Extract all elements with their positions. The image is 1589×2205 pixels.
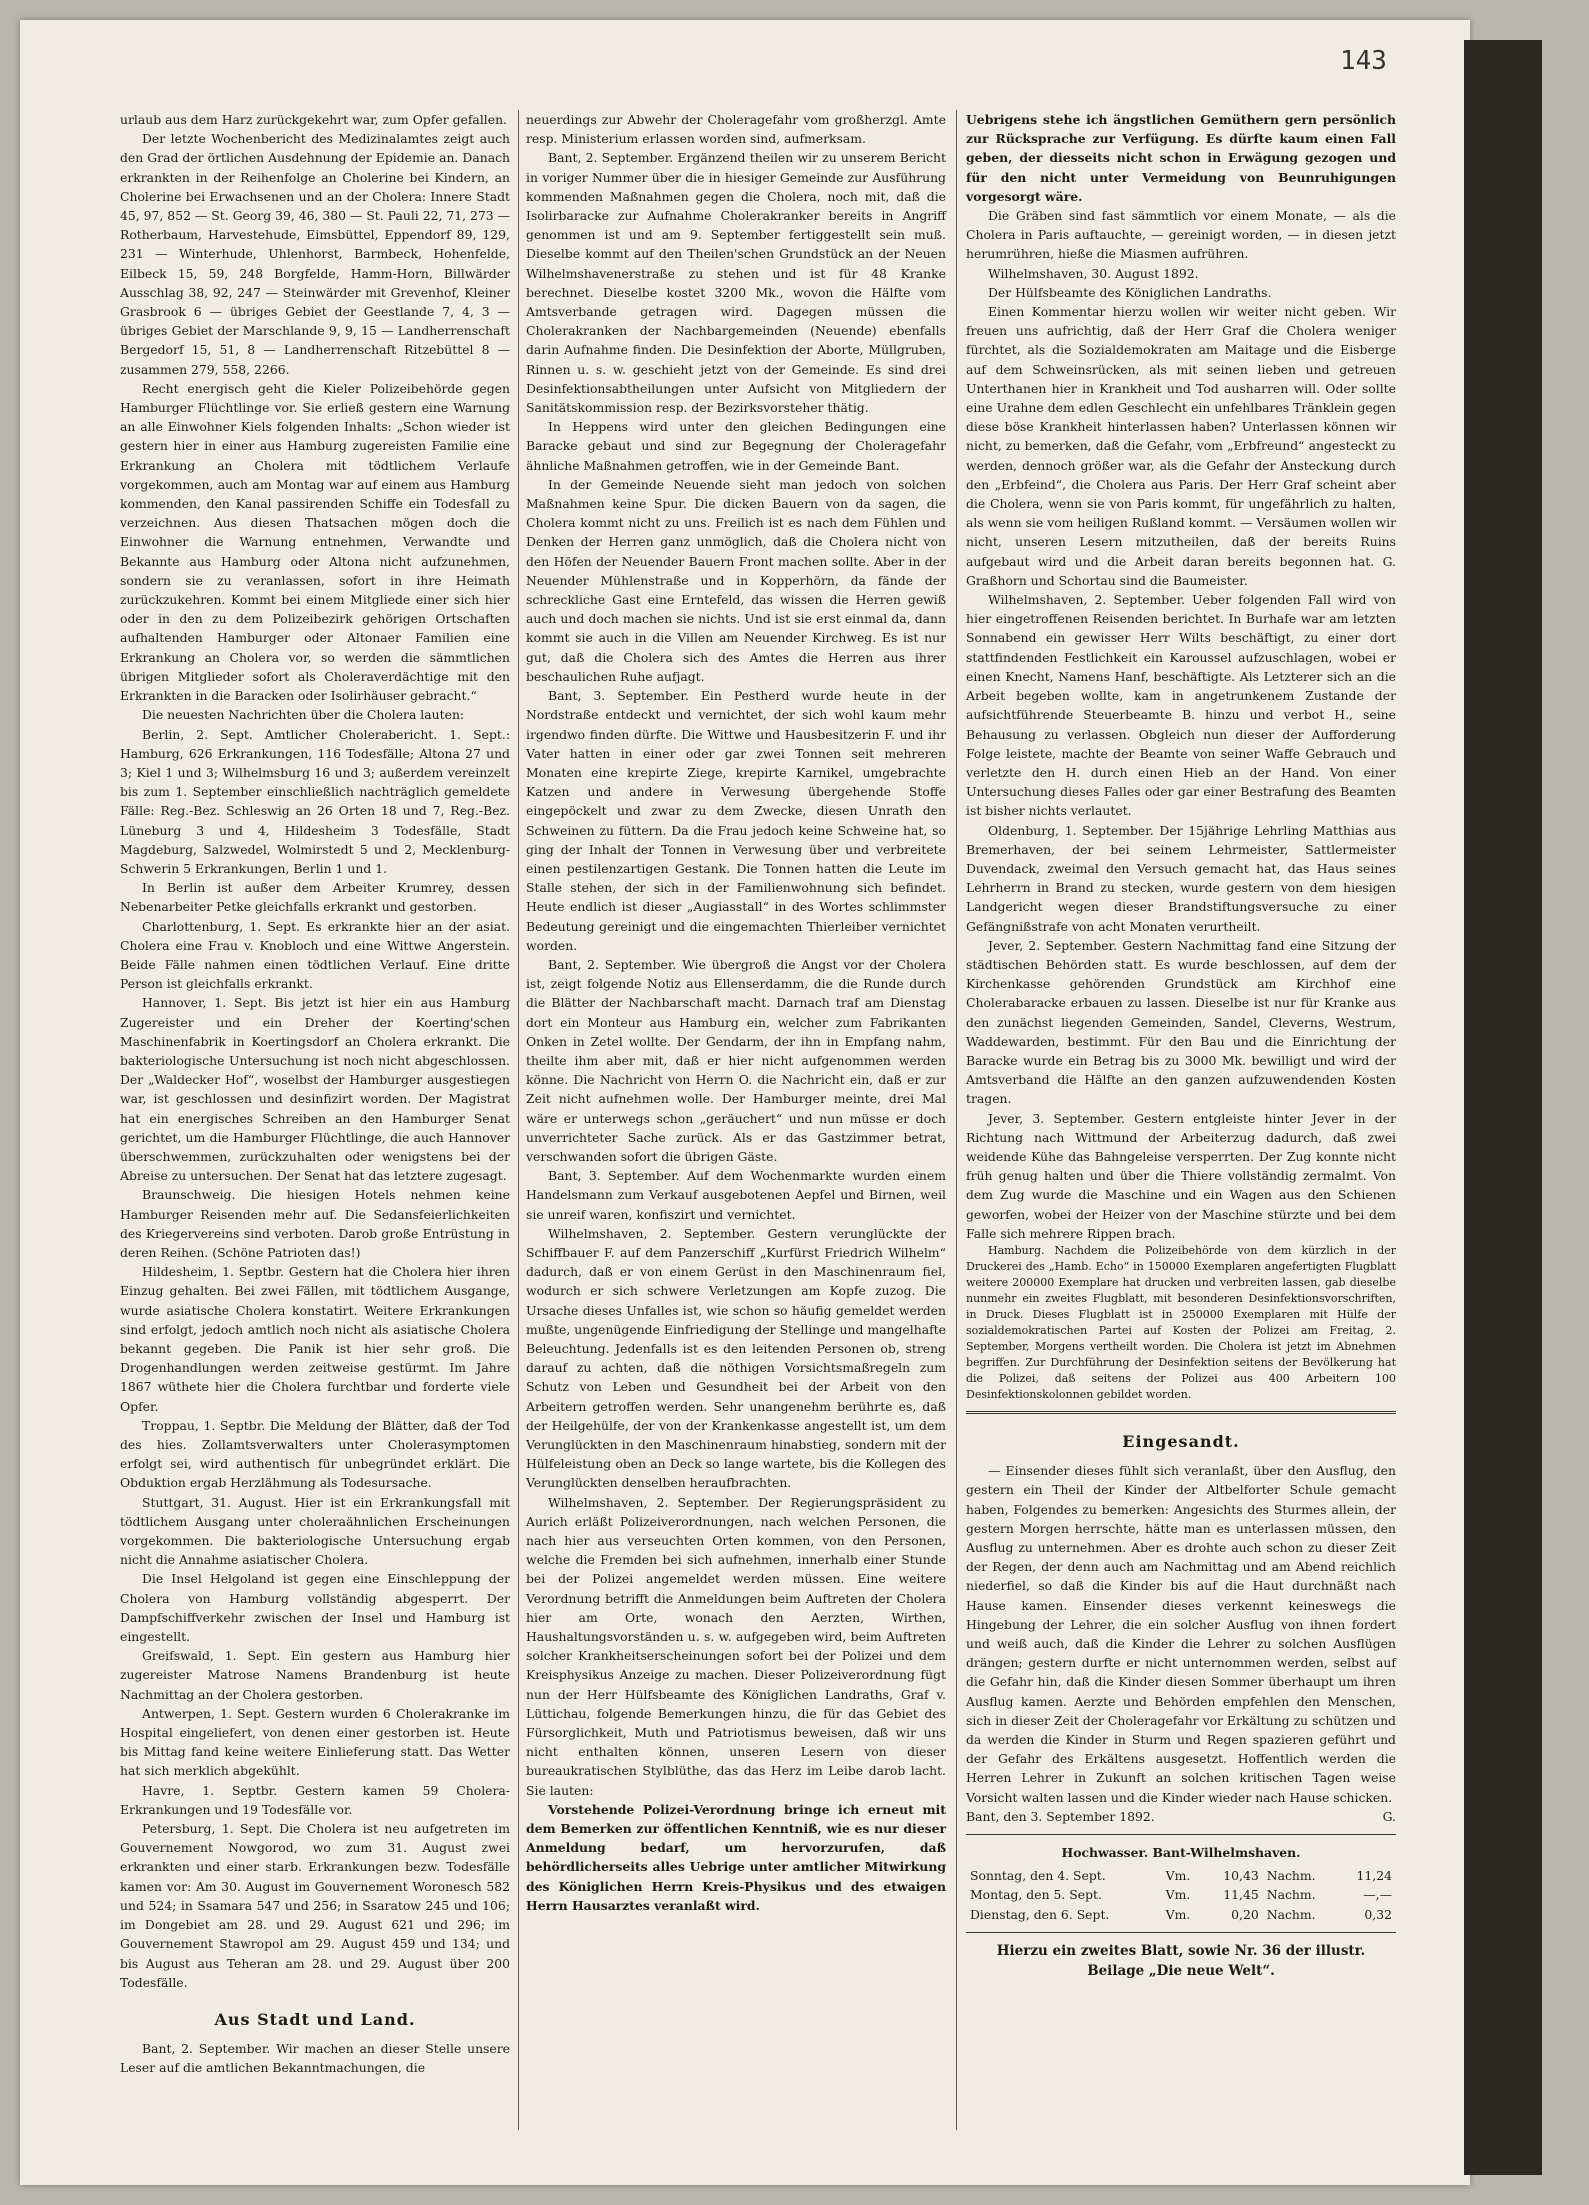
tide-nm-label: Nachm. <box>1266 1868 1316 1884</box>
signature-line: Der Hülfsbeamte des Königlichen Landraths. <box>988 284 1272 300</box>
article-paragraph: Antwerpen, 1. Sept. Gestern wurden 6 Cholerakranke im Hospital eingeliefert, von denen einer gestorben ist. Heute bis Mittag fand keine weitere Einlieferung statt. Das Wetter hat sich merklich abgekühlt. <box>120 1705 510 1779</box>
article-paragraph: Bant, 2. September. Ergänzend theilen wir zu unserem Bericht in voriger Nummer über die in hiesiger Gemeinde zur Ausführung kommenden Maßnahmen gegen die Cholera, noch mit, daß die Isolirbaracke zur Aufnahme Cholerakranker bereits in Angriff genommen ist und am 9. September fertiggestellt sein muß. Dieselbe kommt auf den Theilen'schen Grundstück an der Neuen Wilhelmshavenerstraße zu stehen und ist für 48 Kranke berechnet. Dieselbe kostet 3200 Mk., wovon die Hälfte vom Amtsverbande getragen wird. Dagegen müssen die Cholerakranken der Nachbargemeinden (Neuende) ebenfalls darin Aufnahme finden. Die Desinfektion der Aborte, Müllgruben, Rinnen u. s. w. geschieht jetzt von der Gemeinde. Es sind drei Desinfektionsabtheilungen unter Aufsicht von Mitgliedern der Sanitätskommission resp. der Bezirksvorsteher thätig. <box>526 150 946 416</box>
supplement-notice: Hierzu ein zweites Blatt, sowie Nr. 36 der illustr. Beilage „Die neue Welt“. <box>996 1942 1366 1979</box>
tide-table-title: Hochwasser. Bant-Wilhelmshaven. <box>1061 1845 1301 1861</box>
table-row <box>966 1866 1396 1885</box>
article-paragraph: Jever, 3. September. Gestern entgleiste hinter Jever in der Richtung nach Wittmund der Arbeiterzug dadurch, daß zwei weidende Kühe das Bahngeleise versperrten. Der Zug konnte nicht früh genug halten und über die Thiere vollständig zermalmt. Von dem Zug wurde die Maschine und ein Wagen aus den Schienen geworfen, wobei der Heizer von der Maschine stürzte und bei dem Falle sich mehrere Rippen brach. <box>966 1110 1396 1241</box>
page-number: 143 <box>1340 46 1387 76</box>
divider <box>966 1834 1396 1835</box>
article-paragraph: Die neuesten Nachrichten über die Cholera lauten: <box>142 707 465 723</box>
tide-table <box>966 1866 1396 1924</box>
article-paragraph: Wilhelmshaven, 2. September. Gestern verunglückte der Schiffbauer F. auf dem Panzerschiff „Kurfürst Friedrich Wilhelm“ dadurch, daß er von einem Gerüst in den Maschinenraum fiel, wodurch er sich schwere Verletzungen am Kopfe zuzog. Die Ursache dieses Unfalles ist, wie schon so häufig gemeldet werden mußte, ungenügende Einfriedigung der Stellinge und mangelhafte Beleuchtung. Jedenfalls ist es den leitenden Personen ob, streng darauf zu achten, daß die nöthigen Vorsichtsmaßregeln zum Schutz von Leben und Gesundheit bei der Arbeit von den Arbeitern getroffen werden. Sehr unangenehm berührte es, daß der Heilgehülfe, der von der Krankenkasse angestellt ist, um dem Verunglückten in den Maschinenraum hinabstieg, sondern mit der Hülfeleistung oben an Deck so lange wartete, bis die Kollegen des Verunglückten denselben heraufbrachten. <box>526 1225 946 1491</box>
article-paragraph: Bant, 2. September. Wie übergroß die Angst vor der Cholera ist, zeigt folgende Notiz aus Ellenserdamm, die die Runde durch die Blätter der Nachbarschaft macht. Darnach traf am Dienstag dort ein Monteur aus Hamburg ein, welcher zum Fabrikanten Onken in Zetel wollte. Der Gendarm, der ihn in Empfang nahm, theilte ihm aber mit, daß er hier nicht aufgenommen werden könne. Die Nachricht von Herrn O. die Nachricht ein, daß er zur Zeit nicht aufnehmen wolle. Der Hamburger meinte, drei Mal wäre er unterwegs schon „geräuchert“ und nun müsse er doch unverrichteter Sache zurück. Als er das Gastzimmer betrat, verschwanden sofort die übrigen Gäste. <box>526 956 946 1164</box>
book-binding <box>1464 40 1542 2175</box>
article-paragraph: In der Gemeinde Neuende sieht man jedoch von solchen Maßnahmen keine Spur. Die dicken Bauern von da sagen, die Cholera kommt nicht zu uns. Freilich ist es nach dem Fühlen und Denken der Herren ganz unmöglich, daß die Cholera nicht von den Höfen der Neuender Bauern Front machen sollte. Aber in der Neuender Mühlenstraße und in Kopperhörn, da fände der schreckliche Gast eine Erntefeld, das wissen die Herren gewiß auch und doch machen sie nichts. Und ist sie erst einmal da, dann kommt sie auch in die Villen am Neuender Kirchweg. Es ist nur gut, daß die Cholera sich des Amtes die Herren aus ihrer beschaulichen Ruhe aufjagt. <box>526 476 946 684</box>
article-paragraph: urlaub aus dem Harz zurückgekehrt war, zum Opfer gefallen. <box>120 112 508 127</box>
article-paragraph: Oldenburg, 1. September. Der 15jährige Lehrling Matthias aus Bremerhaven, der bei seinem Lehrmeister, Sattlermeister Duvendack, zweimal den Versuch gemacht hat, das Haus seines Lehrherrn in Brand zu stecken, wurde gestern von dem hiesigen Landgericht wegen dieser Brandstiftungsversuche zu einer Gefängnißstrafe von acht Monaten verurtheilt. <box>966 822 1396 934</box>
divider <box>966 1932 1396 1933</box>
tide-day: Montag, den 5. Sept. <box>970 1887 1102 1903</box>
article-paragraph: Jever, 2. September. Gestern Nachmittag fand eine Sitzung der städtischen Behörden statt. Es wurde beschlossen, auf dem der Kirchenkasse gehörenden Grundstück am Kirchhof eine Cholerabaracke erbauen zu lassen. Dieselbe ist nur für Kranke aus den zunächst liegenden Gemeinden, Sandel, Cleverns, Westrum, Waddewarden, bestimmt. Für den Bau und die Einrichtung der Baracke wurde ein Betrag bis zu 3000 Mk. bewilligt und wird der Amtsverband die Hälfte an den ganzen aufzuwendenden Kosten tragen. <box>966 937 1396 1107</box>
column-2 <box>526 110 946 1915</box>
tide-nm: 11,24 <box>1356 1868 1392 1884</box>
section-heading: Aus Stadt und Land. <box>214 2009 416 2029</box>
dateline: Wilhelmshaven, 30. August 1892. <box>988 265 1199 281</box>
tide-nm: —,— <box>1363 1887 1392 1903</box>
tide-vm-label: Vm. <box>1165 1887 1191 1903</box>
article-paragraph: Die Insel Helgoland ist gegen eine Einschleppung der Cholera von Hamburg vollständig abgesperrt. Der Dampfschiffverkehr zwischen der Insel und Hamburg ist eingestellt. <box>120 1571 510 1645</box>
article-paragraph: Hannover, 1. Sept. Bis jetzt ist hier ein aus Hamburg Zugereister und ein Dreher der Koerting'schen Maschinenfabrik in Koertingsdorf an Cholera erkrankt. Die bakteriologische Untersuchung ist noch nicht abgeschlossen. Der „Waldecker Hof“, woselbst der Hamburger ausgestiegen war, ist geschlossen und desinfizirt worden. Der Magistrat hat ein energisches Schreiben an den Hamburger Senat gerichtet, um die Hamburger Flüchtlinge, die auch Hannover überschwemmen, zurückzuhalten oder wenigstens bei der Abreise zu untersuchen. Der Senat hat das letztere zugesagt. <box>120 995 510 1184</box>
table-row <box>966 1905 1396 1924</box>
article-paragraph: Bant, 2. September. Wir machen an dieser Stelle unsere Leser auf die amtlichen Bekanntmachungen, die <box>120 2041 510 2076</box>
article-paragraph: Der letzte Wochenbericht des Medizinalamtes zeigt auch den Grad der örtlichen Ausdehnung der Epidemie an. Danach erkrankten in der Reihenfolge an Cholerine bei Kindern, an Cholerine bei Erwachsenen und an der Cholera: Innere Stadt 45, 97, 852 — St. Georg 39, 46, 380 — St. Pauli 22, 71, 273 — Rotherbaum, Harvestehude, Eimsbüttel, Eppendorf 89, 129, 231 — Winterhude, Uhlenhorst, Barmbeck, Hohenfelde, Eilbeck 15, 59, 248 Borgfelde, Hamm-Horn, Billwärder Ausschlag 38, 92, 247 — Steinwärder mit Grevenhof, Kleiner Grasbrook 6 — übriges Gebiet der Geestlande 7, 4, 3 — übriges Gebiet der Marschlande 9, 9, 15 — Landherrenschaft Bergedorf 15, 51, 8 — Landherrenschaft Ritzebüttel 8 — zusammen 279, 558, 2266. <box>120 131 510 377</box>
signature-place-date: Bant, den 3. September 1892. <box>966 1808 1155 1824</box>
column-3 <box>966 110 1396 1981</box>
article-paragraph: neuerdings zur Abwehr der Choleragefahr vom großherzgl. Amte resp. Ministerium erlassen worden sind, aufmerksam. <box>526 112 946 147</box>
article-paragraph: Recht energisch geht die Kieler Polizeibehörde gegen Hamburger Flüchtlinge vor. Sie erließ gestern eine Warnung an alle Einwohner Kiels folgenden Inhalts: „Schon wieder ist gestern hier in einer aus Hamburg zugereisten Familie eine Erkrankung an Cholera mit tödtlichem Verlaufe vorgekommen, auch am Montag war auf einem aus Hamburg kommenden, den Kanal passirenden Schiffe ein Todesfall zu verzeichnen. Aus diesen Thatsachen mögen doch die Einwohner die Warnung entnehmen, Verwandte und Bekannte aus Hamburg oder Altona nicht aufzunehmen, sondern sie zu veranlassen, sofort in ihre Heimath zurückzukehren. Kommt bei einem Mitgliede einer sich hier oder in den zu dem Polizeibezirk gehörigen Ortschaften aufhaltenden Hamburger oder Altonaer Familien eine Erkrankung an Cholera vor, so werden die sämmtlichen übrigen Mitglieder sofort als Choleraverdächtige mit den Erkrankten in die Baracken oder Isolirhäuser gebracht.“ <box>120 380 510 704</box>
article-paragraph: Troppau, 1. Septbr. Die Meldung der Blätter, daß der Tod des hies. Zollamtsverwalters unter Cholerasymptomen erfolgt sei, wird authentisch für unbegründet erklärt. Die Obduktion ergab Herzlähmung als Todesursache. <box>120 1417 510 1491</box>
article-paragraph: Stuttgart, 31. August. Hier ist ein Erkrankungsfall mit tödtlichem Ausgang unter choleraähnlichen Erscheinungen vorgekommen. Die bakteriologische Untersuchung ergab nicht die Annahme asiatischer Cholera. <box>120 1494 510 1568</box>
tide-nm: 0,32 <box>1364 1906 1392 1922</box>
tide-day: Dienstag, den 6. Sept. <box>970 1906 1110 1922</box>
article-paragraph: — Einsender dieses fühlt sich veranlaßt, über den Ausflug, den gestern ein Theil der Kinder der Altbelforter Schule gemacht haben, Folgendes zu bemerken: Angesichts des Sturmes allein, der gestern Morgen herrschte, hätte man es unterlassen müssen, den Ausflug zu unternehmen. Aber es drohte auch schon zu dieser Zeit der Regen, der denn auch am Nachmittag und am Abend reichlich niederfiel, so daß die Kinder bis auf die Haut durchnäßt nach Hause kamen. Einsender dieses verkennt keineswegs die Hingebung der Lehrer, die ein solcher Ausflug von ihnen fordert und weiß auch, daß die Kinder die Lehrer zu solchen Ausflügen drängen; gestern durfte er nicht unternommen werden, selbst auf die Gefahr hin, daß die Kinder diesen Sommer überhaupt um ihren Ausflug kamen. Aerzte und Behörden empfehlen den Menschen, sich in dieser Zeit der Choleragefahr vor Erkältung zu schützen und da werden die Kinder in Sturm und Regen spazieren geführt und der Gefahr des Erkältens ausgesetzt. Hoffentlich werden die Herren Lehrer in Zukunft an solchen kritischen Tagen weise Vorsicht walten lassen und die Kinder wieder nach Hause schicken. <box>966 1463 1396 1805</box>
article-paragraph: Wilhelmshaven, 2. September. Ueber folgenden Fall wird von hier eingetroffenen Reisenden berichtet. In Burhafe war am letzten Sonnabend ein gewisser Herr Wilts beschäftigt, zu einer dort stattfindenden Festlichkeit ein Karoussel aufzuschlagen, wobei er einen Knecht, Namens Hanf, beschäftigte. Als Letzterer sich an die Arbeit begeben wollte, kam in angetrunkenem Zustande der aufsichtführende Steuerbeamte B. hinzu und verbot H., seine Behausung zu verlassen. Obgleich nun dieser der Aufforderung Folge leistete, machte der Beamte von seiner Waffe Gebrauch und verletzte den H. durch einen Hieb an der Hand. Von einer Untersuchung dieses Falles oder gar einer Bestrafung des Beamten ist bisher nichts verlautet. <box>966 592 1396 819</box>
table-row <box>966 1885 1396 1904</box>
column-1 <box>120 110 510 2078</box>
quoted-ordinance: Vorstehende Polizei-Verordnung bringe ich erneut mit dem Bemerken zur öffentlichen Kenntniß, wie es nur dieser Anmeldung bedarf, um hervorzurufen, daß behördlicherseits alles Uebrige unter amtlicher Mitwirkung des Königlichen Herrn Kreis-Physikus und des etwaigen Herrn Hausarztes veranlaßt wird. <box>526 1801 946 1913</box>
divider <box>966 1411 1396 1414</box>
article-paragraph: Die Gräben sind fast sämmtlich vor einem Monate, — als die Cholera in Paris auftauchte, — gereinigt worden, — in diesen jetzt herumrühren, hieße die Miasmen aufrühren. <box>966 208 1396 262</box>
tide-vm: 11,45 <box>1223 1887 1259 1903</box>
small-print-notice: Hamburg. Nachdem die Polizeibehörde von dem kürzlich in der Druckerei des „Hamb. Echo“ in 150000 Exemplaren angefertigten Flugblatt weitere 200000 Exemplare hat drucken und verbreiten lassen, gab dieselbe nunmehr ein zweites Flugblatt, mit besonderen Desinfektionsvorschriften, in Druck. Dieses Flugblatt ist in 250000 Exemplaren mit Hülfe der sozialdemokratischen Partei auf Kosten der Polizei am Freitag, 2. September, Morgens vertheilt worden. Die Cholera ist jetzt im Abnehmen begriffen. Zur Durchführung der Desinfektion seitens der Bevölkerung hat die Polizei, daß seitens der Polizei aus 400 Arbeitern 100 Desinfektionskolonnen gebildet worden. <box>966 1243 1396 1401</box>
section-heading: Eingesandt. <box>1122 1431 1240 1451</box>
article-paragraph: Petersburg, 1. Sept. Die Cholera ist neu aufgetreten im Gouvernement Nowgorod, wo zum 31. August zwei erkrankten und einer starb. Erkrankungen bezw. Todesfälle kamen vor: Am 30. August im Gouvernement Woronesch 582 und 524; in Ssamara 547 und 256; in Ssaratow 245 und 106; im Dongebiet am 28. und 29. August 621 und 296; im Gouvernement Stawropol am 29. August 459 und 134; und bis August aus Teheran am 28. und 29. August über 200 Todesfälle. <box>120 1821 510 1990</box>
article-paragraph: Havre, 1. Septbr. Gestern kamen 59 Cholera-Erkrankungen und 19 Todesfälle vor. <box>120 1782 510 1817</box>
article-paragraph: In Heppens wird unter den gleichen Bedingungen eine Baracke gebaut und sind zur Begegnung der Choleragefahr ähnliche Maßnahmen getroffen, wie in der Gemeinde Bant. <box>526 419 946 473</box>
article-paragraph: Bant, 3. September. Ein Pestherd wurde heute in der Nordstraße entdeckt und vernichtet, der sich wohl kaum mehr irgendwo finden dürfte. Die Wittwe und Hausbesitzerin F. und ihr Vater hatten in einer oder gar zwei Tonnen seit mehreren Monaten eine krepirte Ziege, krepirte Karnikel, umgebrachte Katzen und andere in Verwesung übergehende Stoffe eingepöckelt und zwar zu dem Zwecke, diesen Unrath den Schweinen zu füttern. Da die Frau jedoch keine Schweine hat, so ging der Inhalt der Tonnen in Verwesung über und verbreitete einen pestilenzartigen Gestank. Die Tonnen hatten die Leute im Stalle stehen, der sich in der Familienwohnung sich befindet. Heute endlich ist dieser „Augiasstall“ in des Wortes schlimmster Bedeutung gereinigt und die eingemachten Thierleiber vernichtet worden. <box>526 688 946 953</box>
letter-signature <box>966 1807 1396 1826</box>
article-paragraph: Bant, 3. September. Auf dem Wochenmarkte wurden einem Handelsmann zum Verkauf ausgebotenen Aepfel und Birnen, weil sie unreif waren, konfiszirt und vernichtet. <box>526 1168 946 1222</box>
column-rule-2 <box>956 110 957 2130</box>
article-paragraph: Greifswald, 1. Sept. Ein gestern aus Hamburg hier zugereister Matrose Namens Brandenburg ist heute Nachmittag an der Cholera gestorben. <box>120 1648 510 1702</box>
quoted-ordinance: Uebrigens stehe ich ängstlichen Gemüthern gern persönlich zur Rücksprache zur Verfügung. Es dürfte kaum einen Fall geben, der diesseits nicht schon in Erwägung gezogen und für den nicht unter Vermeidung von Beunruhigungen vorgesorgt wäre. <box>966 112 1396 204</box>
tide-vm: 0,20 <box>1231 1906 1259 1922</box>
tide-nm-label: Nachm. <box>1266 1887 1316 1903</box>
tide-vm: 10,43 <box>1223 1868 1259 1884</box>
article-paragraph: Hildesheim, 1. Septbr. Gestern hat die Cholera hier ihren Einzug gehalten. Bei zwei Fällen, mit tödtlichem Ausgange, wurde asiatische Cholera konstatirt. Weitere Erkrankungen sind erfolgt, jedoch amtlich noch nicht als asiatische Cholera bekannt gegeben. Die Panik ist hier sehr groß. Die Drogenhandlungen werden zeitweise gestürmt. Im Jahre 1867 wüthete hier die Cholera furchtbar und forderte viele Opfer. <box>120 1264 510 1414</box>
tide-vm-label: Vm. <box>1165 1868 1191 1884</box>
article-paragraph: Wilhelmshaven, 2. September. Der Regierungspräsident zu Aurich erläßt Polizeiverordnungen, nach welchen Personen, die nach hier aus verseuchten Orten kommen, von den Personen, welche die Fremden bei sich aufnehmen, innerhalb einer Stunde bei der Polizei angemeldet werden müssen. Eine weitere Verordnung betrifft die Anmeldungen beim Auftreten der Cholera hier am Orte, wonach den Aerzten, Wirthen, Haushaltungsvorständen u. s. w. aufgegeben wird, beim Auftreten solcher Krankheitserscheinungen sofort bei der Polizei und dem Kreisphysikus Anzeige zu machen. Dieser Polizeiverordnung fügt nun der Herr Hülfsbeamte des Königlichen Landraths, Graf v. Lüttichau, folgende Bemerkungen hinzu, die für das Gebiet des Fürsorglichkeit, Muth und Patriotismus beweisen, daß wir uns nicht enthalten können, unseren Lesern von dieser bureaukratischen Stylblüthe, das das Herz im Leibe darob lacht. Sie lauten: <box>526 1494 946 1798</box>
article-paragraph: In Berlin ist außer dem Arbeiter Krumrey, dessen Nebenarbeiter Petke gleichfalls erkrankt und gestorben. <box>120 880 510 915</box>
article-paragraph: Berlin, 2. Sept. Amtlicher Cholerabericht. 1. Sept.: Hamburg, 626 Erkrankungen, 116 Todesfälle; Altona 27 und 3; Kiel 1 und 3; Wilhelmsburg 16 und 3; außerdem vereinzelt bis zum 1. September einschließlich nachträglich gemeldete Fälle: Reg.-Bez. Schleswig an 26 Orten 18 und 7, Reg.-Bez. Lüneburg 3 und 4, Hildesheim 3 Todesfälle, Stadt Magdeburg, Salzwedel, Wolmirstedt 5 und 2, Mecklenburg-Schwerin 5 Erkrankungen, Berlin 1 und 1. <box>120 726 510 876</box>
tide-nm-label: Nachm. <box>1266 1906 1316 1922</box>
column-rule-1 <box>518 110 519 2130</box>
article-paragraph: Einen Kommentar hierzu wollen wir weiter nicht geben. Wir freuen uns aufrichtig, daß der Herr Graf die Cholera weniger fürchtet, als die Sozialdemokraten am Maitage und die Eisberge auf dem Schweinsrücken, als mit seinen lieben und getreuen Unterthanen hier in Krankheit und Tod ausharren will. Oder sollte eine Urahne dem edlen Geschlecht ein unfehlbares Tränklein gegen diese böse Krankheit hinterlassen haben? Unterlassen können wir nicht, zu bemerken, daß die Gefahr, vom „Erbfreund“ angesteckt zu werden, dennoch größer war, als die Gefahr der Ansteckung durch den „Erbfeind“, die Cholera aus Paris. Der Herr Graf scheint aber die Cholera, wenn sie von Paris kommt, für ungefährlich zu halten, als wenn sie vom heiligen Rußland kommt. — Versäumen wollen wir nicht, unseren Lesern mitzutheilen, daß der bereits Ruins aufgebaut wird und die Arbeit daran bereits begonnen hat. G. Graßhorn und Schortau sind die Baumeister. <box>966 304 1396 588</box>
signature-initial: G. <box>1382 1808 1396 1824</box>
article-paragraph: Charlottenburg, 1. Sept. Es erkrankte hier an der asiat. Cholera eine Frau v. Knobloch und eine Wittwe Angerstein. Beide Fälle nahmen einen tödtlichen Verlauf. Eine dritte Person ist gleichfalls erkrankt. <box>120 918 510 992</box>
tide-day: Sonntag, den 4. Sept. <box>970 1868 1106 1884</box>
article-paragraph: Braunschweig. Die hiesigen Hotels nehmen keine Hamburger Reisenden mehr auf. Die Sedansfeierlichkeiten des Kriegervereins sind verboten. Darob große Entrüstung in deren Reihen. (Schöne Patrioten das!) <box>120 1187 510 1260</box>
tide-vm-label: Vm. <box>1165 1906 1191 1922</box>
